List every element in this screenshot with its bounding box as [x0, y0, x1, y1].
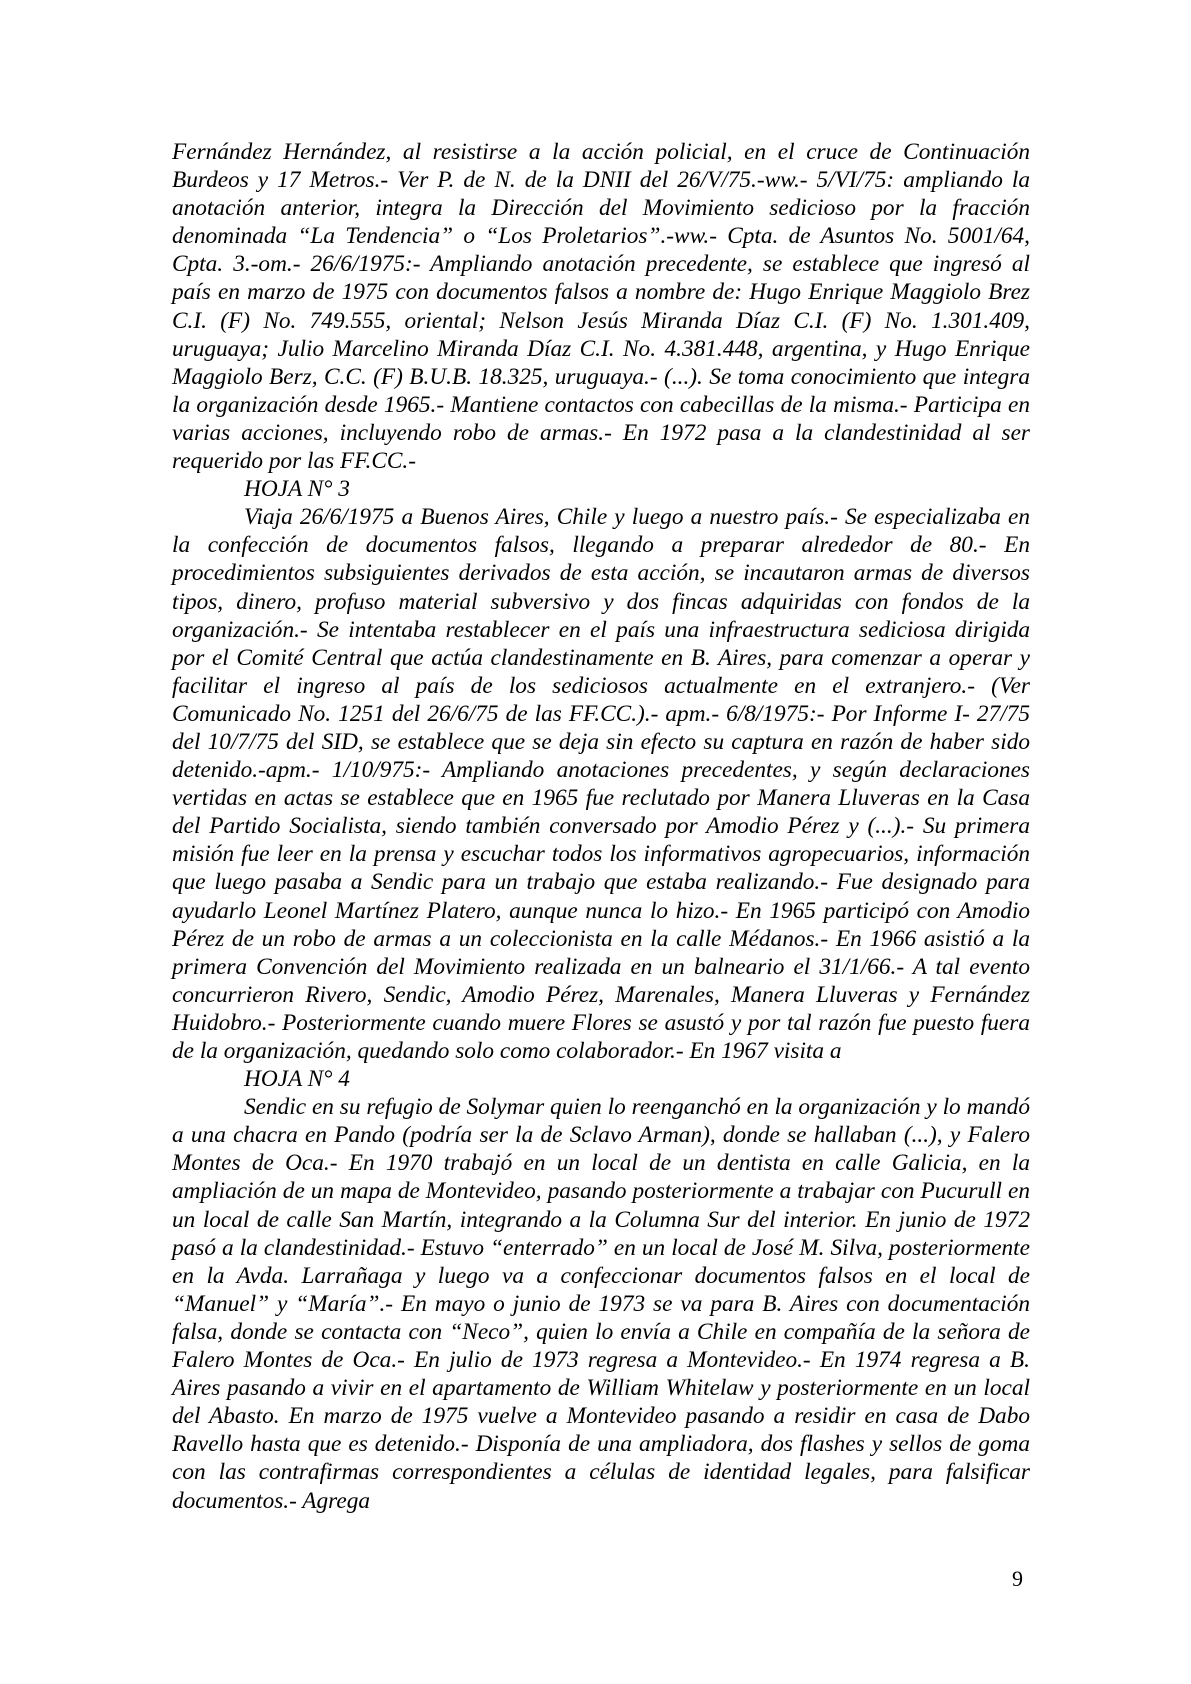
page-number: 9	[1012, 1566, 1023, 1591]
sheet-heading-3: HOJA N° 3	[244, 476, 350, 503]
body-paragraph-2: Viaja 26/6/1975 a Buenos Aires, Chile y luego a nuestro país.- Se especializaba en la confección de documentos falsos, llegando a preparar alrededor de 80.- En procedimientos subsiguientes derivados de esta acción, se incautaron armas de diversos tipos, dinero, profuso material subversivo y dos fincas adquiridas con fondos de la organización.- Se intentaba restablecer en el país una infraestructura sediciosa dirigida por el Comité Central que actúa clandestinamente en B. Aires, para comenzar a operar y facilitar el ingreso al país de los sediciosos actualmente en el extranjero.- (Ver Comunicado No. 1251 del 26/6/75 de las FF.CC.).- apm.- 6/8/1975:- Por Informe I- 27/75 del 10/7/75 del SID, se establece que se deja sin efecto su captura en razón de haber sido detenido.-apm.- 1/10/975:- Ampliando anotaciones precedentes, y según declaraciones vertidas en actas se establece que en 1965 fue reclutado por Manera Lluveras en la Casa del Partido Socialista, siendo también conversado por Amodio Pérez y (...).- Su primera misión fue leer en la prensa y escuchar todos los informativos agropecuarios, información que luego pasaba a Sendic para un trabajo que estaba realizando.- Fue designado para ayudarlo Leonel Martínez Platero, aunque nunca lo hizo.- En 1965 participó con Amodio Pérez de un robo de armas a un coleccionista en la calle Médanos.- En 1966 asistió a la primera Convención del Movimiento realizada en un balneario el 31/1/66.- A tal evento concurrieron Rivero, Sendic, Amodio Pérez, Marenales, Manera Lluveras y Fernández Huidobro.- Posteriormente cuando muere Flores se asustó y por tal razón fue puesto fuera de la organización, quedando solo como colaborador.- En 1967 visita a	[172, 504, 1030, 1064]
body-paragraph-3: Sendic en su refugio de Solymar quien lo reenganchó en la organización y lo mandó a una chacra en Pando (podría ser la de Sclavo Arman), donde se hallaban (...), y Falero Montes de Oca.- En 1970 trabajó en un local de un dentista en calle Galicia, en la ampliación de un mapa de Montevideo, pasando posteriormente a trabajar con Pucurull en un local de calle San Martín, integrando a la Columna Sur del interior. En junio de 1972 pasó a la clandestinidad.- Estuvo “enterrado” en un local de José M. Silva, posteriormente en la Avda. Larrañaga y luego va a confeccionar documentos falsos en el local de “Manuel” y “María”.- En mayo o junio de 1973 se va para B. Aires con documentación falsa, donde se contacta con “Neco”, quien lo envía a Chile en compañía de la señora de Falero Montes de Oca.- En julio de 1973 regresa a Montevideo.- En 1974 regresa a B. Aires pasando a vivir en el apartamento de William Whitelaw y posteriormente en un local del Abasto. En marzo de 1975 vuelve a Montevideo pasando a residir en casa de Dabo Ravello hasta que es detenido.- Disponía de una ampliadora, dos flashes y sellos de goma con las contrafirmas correspondientes a células de identidad legales, para falsificar documentos.- Agrega	[172, 1094, 1030, 1514]
body-paragraph-1: Fernández Hernández, al resistirse a la acción policial, en el cruce de Continuación Burdeos y 17 Metros.- Ver P. de N. de la DNII del 26/V/75.-ww.- 5/VI/75: ampliando la anotación anterior, integra la Dirección del Movimiento sedicioso por la fracción denominada “La Tendencia” o “Los Proletarios”.-ww.- Cpta. de Asuntos No. 5001/64, Cpta. 3.-om.- 26/6/1975:- Ampliando anotación precedente, se establece que ingresó al país en marzo de 1975 con documentos falsos a nombre de: Hugo Enrique Maggiolo Brez C.I. (F) No. 749.555, oriental; Nelson Jesús Miranda Díaz C.I. (F) No. 1.301.409, uruguaya; Julio Marcelino Miranda Díaz C.I. No. 4.381.448, argentina, y Hugo Enrique Maggiolo Berz, C.C. (F) B.U.B. 18.325, uruguaya.- (...). Se toma conocimiento que integra la organización desde 1965.- Mantiene contactos con cabecillas de la misma.- Participa en varias acciones, incluyendo robo de armas.- En 1972 pasa a la clandestinidad al ser requerido por las FF.CC.-	[172, 139, 1030, 475]
sheet-heading-4: HOJA N° 4	[244, 1066, 350, 1093]
document-page	[172, 138, 1030, 1515]
